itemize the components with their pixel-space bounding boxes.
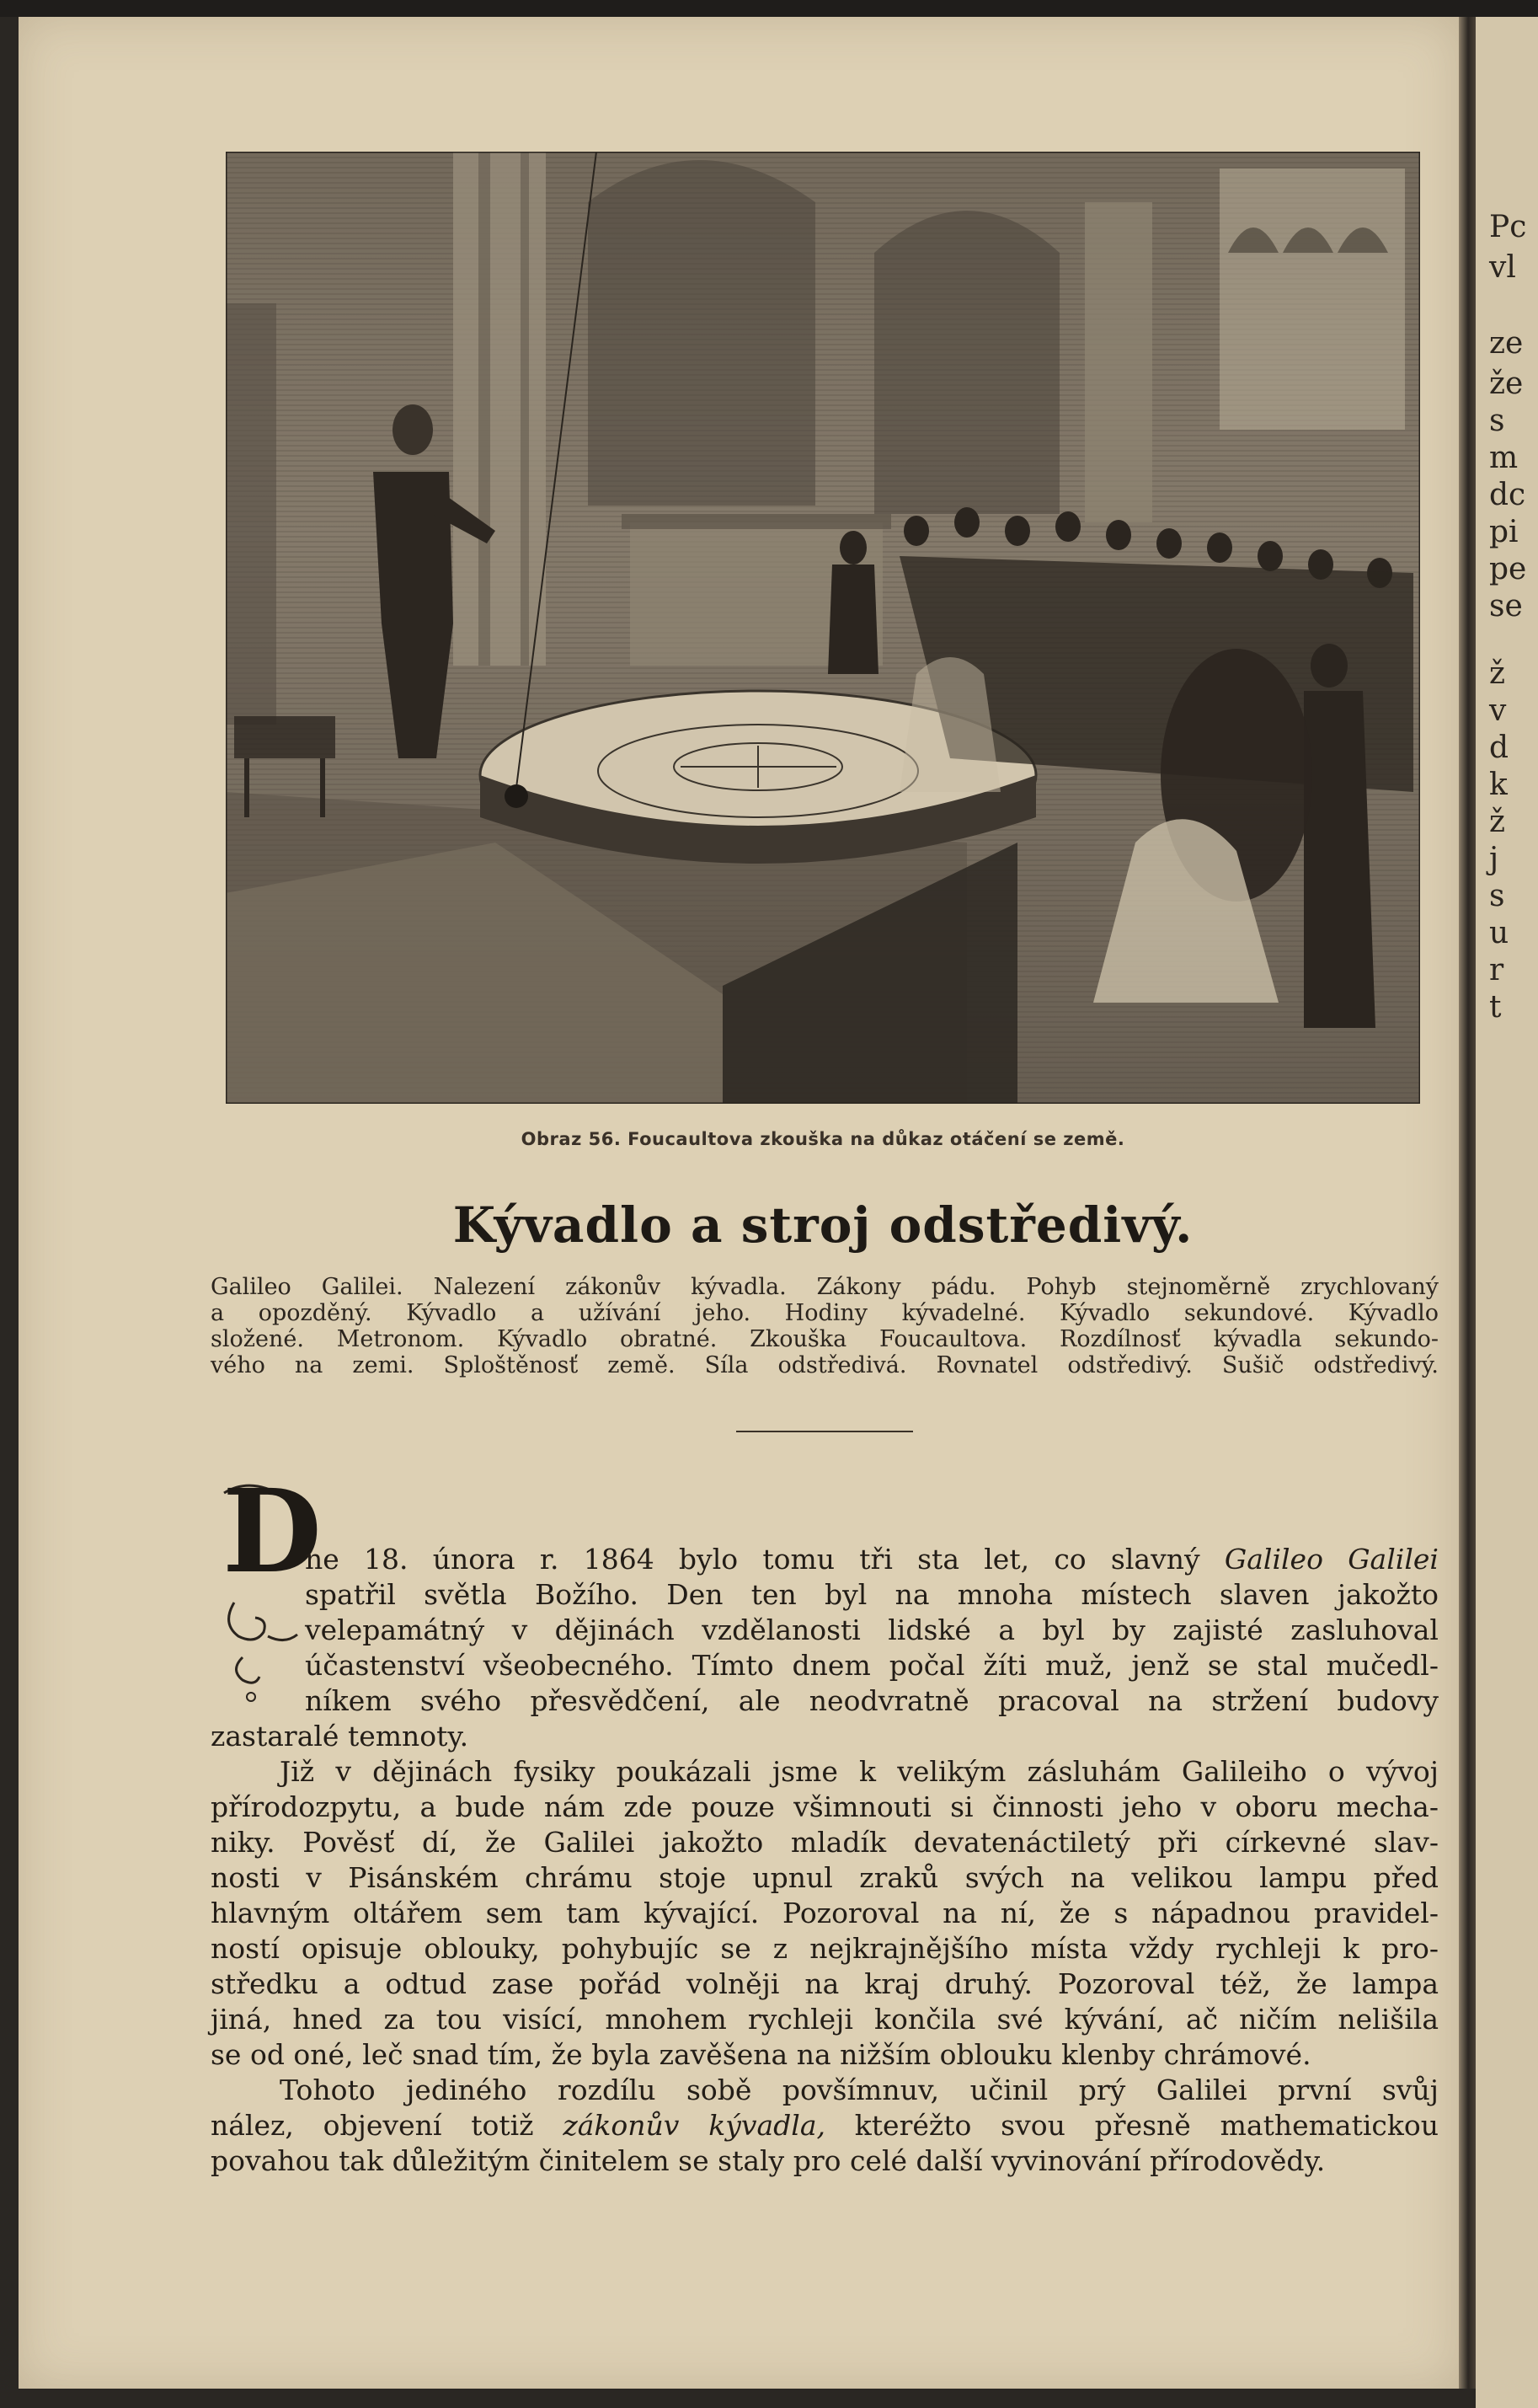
figure-caption: Obraz 56. Foucaultova zkouška na důkaz otáčení se země. bbox=[521, 1129, 1125, 1149]
facing-fragment: pi bbox=[1489, 515, 1519, 549]
paragraph-line: účastenství všeobecného. Tímto dnem počal žíti muž, jenž se stal mučedl- bbox=[305, 1649, 1439, 1682]
paragraph-3 bbox=[211, 2073, 1439, 2179]
facing-fragment: pe bbox=[1489, 552, 1527, 586]
facing-fragment: m bbox=[1489, 441, 1519, 475]
emphasis-name: Galileo Galilei bbox=[1224, 1543, 1439, 1576]
facing-fragment: j bbox=[1489, 842, 1499, 876]
paragraph-text: nález, objevení totiž bbox=[211, 2109, 563, 2142]
paragraph-1-end bbox=[211, 1719, 1439, 1754]
facing-page bbox=[1476, 17, 1538, 2408]
facing-fragment: ž bbox=[1489, 656, 1505, 691]
facing-fragment: s bbox=[1489, 879, 1505, 913]
facing-fragment: Pc bbox=[1489, 210, 1527, 244]
paragraph-line: zastaralé temnoty. bbox=[211, 1720, 469, 1752]
paragraph-line: hlavným oltářem sem tam kývající. Pozoroval na ní, že s nápadnou pravidel- bbox=[211, 1897, 1439, 1929]
foucault-engraving-image bbox=[226, 152, 1420, 1104]
chapter-title: Kývadlo a stroj odstředivý. bbox=[452, 1196, 1194, 1254]
facing-fragment: v bbox=[1489, 693, 1507, 728]
section-divider bbox=[736, 1431, 913, 1432]
facing-fragment: ze bbox=[1489, 326, 1524, 361]
paragraph-line: přírodozpytu, a bude nám zde pouze všimnouti si činnosti jeho v oboru mecha- bbox=[211, 1790, 1439, 1823]
paragraph-text: ne 18. února r. 1864 bylo tomu tři sta let, co slavný bbox=[305, 1543, 1225, 1576]
paragraph-line: nosti v Pisánském chrámu stoje upnul zraků svých na velikou lampu před bbox=[211, 1861, 1439, 1894]
book-gutter bbox=[1459, 17, 1476, 2408]
facing-fragment: s bbox=[1489, 404, 1505, 438]
paragraph-line: ností opisuje oblouky, pohybujíc se z nejkrajnějšího místa vždy rychleji k pro- bbox=[211, 1932, 1439, 1965]
facing-fragment: vl bbox=[1489, 250, 1516, 285]
facing-fragment: že bbox=[1489, 367, 1524, 401]
summary-line: a opozděný. Kývadlo a užívání jeho. Hodiny kývadelné. Kývadlo sekundové. Kývadlo bbox=[211, 1300, 1439, 1326]
paragraph-line bbox=[211, 2108, 1439, 2143]
paragraph-line: Tohoto jediného rozdílu sobě povšímnuv, učinil prý Galilei první svůj bbox=[280, 2074, 1439, 2106]
paragraph-text: kteréžto svou přesně mathematickou bbox=[825, 2109, 1439, 2142]
paragraph-line: velepamátný v dějinách vzdělanosti lidské a byl by zajisté zasluhoval bbox=[305, 1613, 1439, 1646]
paragraph-1 bbox=[305, 1542, 1439, 1719]
facing-fragment: dc bbox=[1489, 478, 1526, 512]
summary-line: vého na zemi. Sploštěnosť země. Síla odstředivá. Rovnatel odstředivý. Sušič odstředivý. bbox=[211, 1352, 1439, 1378]
facing-fragment: u bbox=[1489, 916, 1509, 950]
chapter-summary bbox=[211, 1274, 1439, 1378]
facing-fragment: k bbox=[1489, 768, 1508, 802]
paragraph-line: jiná, hned za tou visící, mnohem rychleji končila své kývání, ač ničím nelišila bbox=[211, 2003, 1439, 2036]
summary-line: Galileo Galilei. Nalezení zákonův kývadla. Zákony pádu. Pohyb stejnoměrně zrychlovaný bbox=[211, 1274, 1439, 1300]
emphasis-term: zákonův kývadla, bbox=[563, 2109, 825, 2142]
book-bottom-edge bbox=[0, 2389, 1476, 2408]
summary-line: složené. Metronom. Kývadlo obratné. Zkouška Foucaultova. Rozdílnosť kývadla sekundo- bbox=[211, 1326, 1439, 1352]
paragraph-line: se od oné, leč snad tím, že byla zavěšena na nižším oblouku klenby chrámové. bbox=[211, 2038, 1311, 2071]
book-top-edge bbox=[0, 0, 1538, 17]
facing-fragment: ž bbox=[1489, 805, 1505, 839]
facing-fragment: d bbox=[1489, 730, 1509, 765]
paragraph-line: spatřil světla Božího. Den ten byl na mnoha místech slaven jakožto bbox=[305, 1578, 1439, 1611]
paragraph-line: níkem svého přesvědčení, ale neodvratně pracoval na stržení budovy bbox=[305, 1684, 1439, 1717]
engraving-illustration bbox=[226, 152, 1420, 1104]
paragraph-line: Již v dějinách fysiky poukázali jsme k velikým zásluhám Galileiho o vývoj bbox=[280, 1755, 1439, 1788]
facing-fragment: t bbox=[1489, 990, 1502, 1025]
paragraph-line: středku a odtud zase pořád volněji na kraj druhý. Pozoroval též, že lampa bbox=[211, 1967, 1439, 2000]
drop-cap-letter: D bbox=[222, 1464, 322, 1599]
facing-fragment: se bbox=[1489, 589, 1523, 623]
paragraph-2 bbox=[211, 1754, 1439, 2073]
facing-fragment: r bbox=[1489, 953, 1504, 987]
paragraph-line: niky. Pověsť dí, že Galilei jakožto mladík devatenáctiletý při církevné slav- bbox=[211, 1826, 1439, 1859]
paragraph-line bbox=[305, 1542, 1439, 1577]
paragraph-line: povahou tak důležitým činitelem se staly pro celé další vyvinování přírodovědy. bbox=[211, 2144, 1326, 2177]
